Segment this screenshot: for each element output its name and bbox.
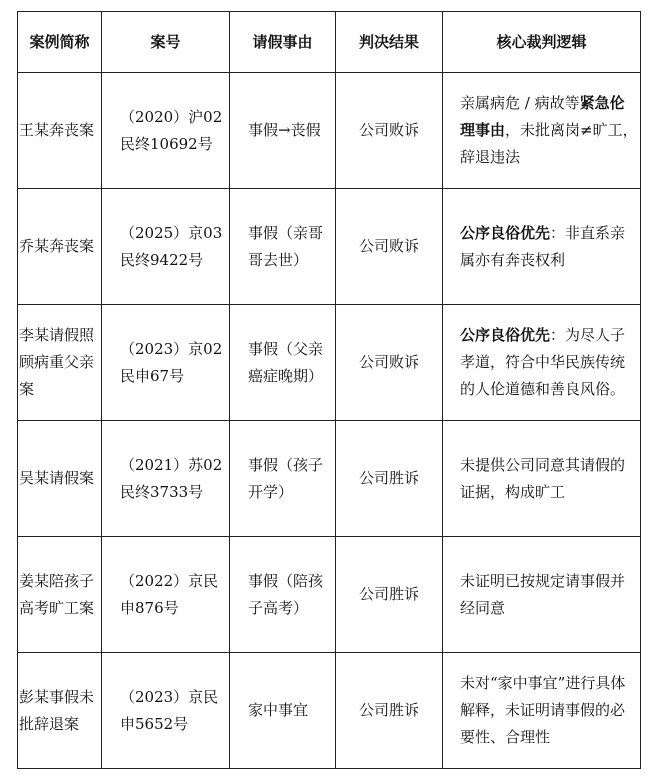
- case-number-cell: （2021）苏02民终3733号: [102, 421, 230, 537]
- logic-emphasis: 公序良俗优先: [460, 223, 551, 242]
- header-case-name: 案例简称: [18, 12, 102, 73]
- leave-reason-cell: 事假→丧假: [230, 73, 336, 189]
- header-judgment-result: 判决结果: [336, 12, 443, 73]
- logic-text: ：为尽人子孝道，符合中华民族传统的人伦道德和善良风俗。: [460, 326, 626, 398]
- header-core-logic: 核心裁判逻辑: [443, 12, 641, 73]
- leave-reason-cell: 家中事宜: [230, 653, 336, 769]
- core-logic-cell: [443, 653, 641, 769]
- table-row: [18, 653, 641, 769]
- header-row: [18, 12, 641, 73]
- case-name-cell: 李某请假照顾病重父亲案: [18, 305, 102, 421]
- logic-emphasis: 紧急伦理事由: [460, 94, 625, 139]
- case-name-cell: 王某奔丧案: [18, 73, 102, 189]
- core-logic-cell: [443, 189, 641, 305]
- table-row: [18, 73, 641, 189]
- case-number-cell: （2023）京02民申67号: [102, 305, 230, 421]
- table-row: [18, 537, 641, 653]
- case-name-cell: 彭某事假未批辞退案: [18, 653, 102, 769]
- logic-text: 未对“家中事宜”进行具体解释，未证明请事假的必要性、合理性: [460, 674, 626, 746]
- leave-reason-cell: 事假（父亲癌症晚期）: [230, 305, 336, 421]
- leave-reason-cell: 事假（孩子开学）: [230, 421, 336, 537]
- leave-reason-cell: 事假（陪孩子高考）: [230, 537, 336, 653]
- table-row: [18, 189, 641, 305]
- case-number-cell: （2023）京民申5652号: [102, 653, 230, 769]
- logic-text: 未证明已按规定请事假并经同意: [460, 571, 626, 617]
- table-row: [18, 305, 641, 421]
- case-number-cell: （2020）沪02民终10692号: [102, 73, 230, 189]
- case-name-cell: 姜某陪孩子高考旷工案: [18, 537, 102, 653]
- logic-emphasis: 公序良俗优先: [460, 326, 551, 344]
- logic-text: 未提供公司同意其请假的证据，构成旷工: [460, 455, 626, 501]
- judgment-result-cell: 公司败诉: [336, 73, 443, 189]
- case-number-cell: （2025）京03民终9422号: [102, 189, 230, 305]
- judgment-result-cell: 公司胜诉: [336, 421, 443, 537]
- judgment-result-cell: 公司胜诉: [336, 653, 443, 769]
- logic-text: ：非直系亲属亦有奔丧权利: [460, 223, 626, 269]
- core-logic-cell: [443, 73, 641, 189]
- core-logic-cell: [443, 305, 641, 421]
- core-logic-cell: [443, 537, 641, 653]
- header-leave-reason: 请假事由: [230, 12, 336, 73]
- logic-text: 亲属病危 / 病故等: [460, 94, 580, 112]
- case-name-cell: 乔某奔丧案: [18, 189, 102, 305]
- judgment-result-cell: 公司败诉: [336, 305, 443, 421]
- leave-reason-cell: 事假（亲哥哥去世）: [230, 189, 336, 305]
- table-row: [18, 421, 641, 537]
- judgment-result-cell: 公司胜诉: [336, 537, 443, 653]
- case-name-cell: 吴某请假案: [18, 421, 102, 537]
- judgment-result-cell: 公司败诉: [336, 189, 443, 305]
- header-case-number: 案号: [102, 12, 230, 73]
- case-table: [17, 11, 641, 769]
- case-number-cell: （2022）京民申876号: [102, 537, 230, 653]
- core-logic-cell: [443, 421, 641, 537]
- logic-text: ，未批离岗≠旷工，辞退违法: [460, 121, 638, 166]
